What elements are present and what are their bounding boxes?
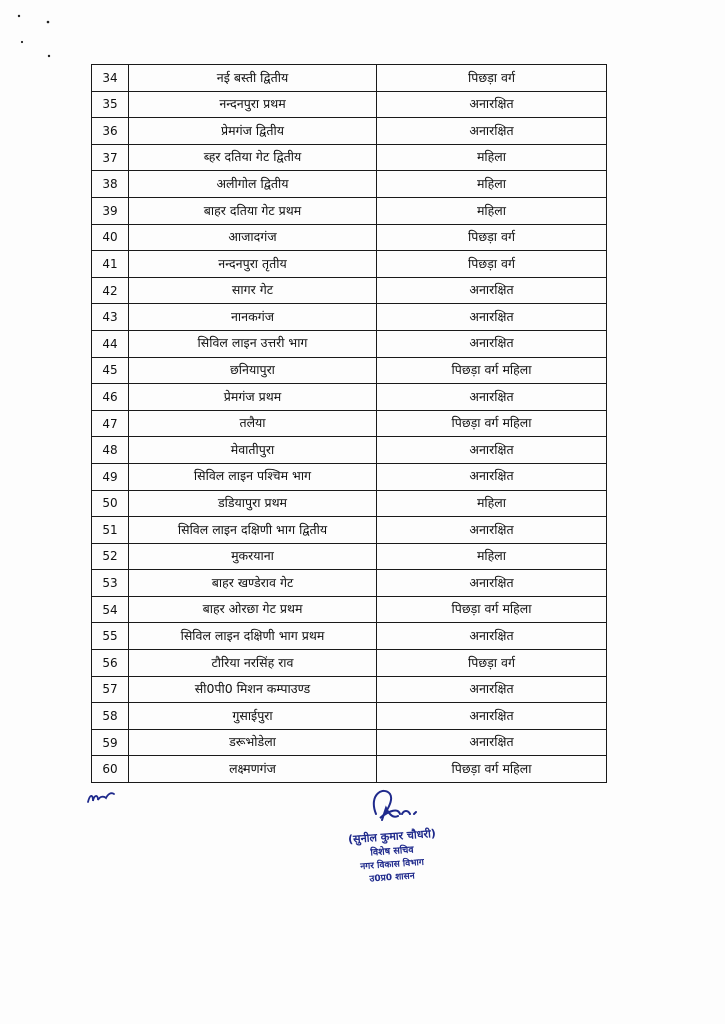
ward-name-cell: नन्दनपुरा प्रथम bbox=[129, 91, 377, 118]
table-row bbox=[92, 437, 607, 464]
reservation-category-cell: अनारक्षित bbox=[377, 570, 607, 597]
table-row bbox=[92, 517, 607, 544]
signatory-designation: विशेष सचिव bbox=[370, 844, 414, 859]
ward-name-cell: नानकगंज bbox=[129, 304, 377, 331]
ward-name-cell: सिविल लाइन पश्चिम भाग bbox=[129, 463, 377, 490]
reservation-category-cell: महिला bbox=[377, 144, 607, 171]
reservation-category-cell: अनारक्षित bbox=[377, 304, 607, 331]
ward-name-cell: तलैया bbox=[129, 410, 377, 437]
ward-number-cell: 45 bbox=[92, 357, 129, 384]
ward-name-cell: गुसाईपुरा bbox=[129, 703, 377, 730]
table-row bbox=[92, 65, 607, 92]
table-row bbox=[92, 384, 607, 411]
ward-name-cell: बाहर ओरछा गेट प्रथम bbox=[129, 596, 377, 623]
table-row bbox=[92, 410, 607, 437]
reservation-category-cell: पिछड़ा वर्ग bbox=[377, 251, 607, 278]
table-row bbox=[92, 650, 607, 677]
table-row bbox=[92, 703, 607, 730]
ward-name-cell: नई बस्ती द्वितीय bbox=[129, 65, 377, 92]
table-row bbox=[92, 357, 607, 384]
table-row bbox=[92, 330, 607, 357]
ward-number-cell: 41 bbox=[92, 251, 129, 278]
ward-number-cell: 50 bbox=[92, 490, 129, 517]
reservation-category-cell: अनारक्षित bbox=[377, 277, 607, 304]
signatory-government: उ0प्र0 शासन bbox=[369, 871, 416, 885]
table-row bbox=[92, 756, 607, 783]
table-row bbox=[92, 91, 607, 118]
ward-number-cell: 57 bbox=[92, 676, 129, 703]
ward-name-cell: बाहर खण्डेराव गेट bbox=[129, 570, 377, 597]
scan-specks bbox=[14, 14, 64, 64]
reservation-category-cell: पिछड़ा वर्ग महिला bbox=[377, 596, 607, 623]
table-row bbox=[92, 224, 607, 251]
ward-number-cell: 53 bbox=[92, 570, 129, 597]
ward-number-cell: 35 bbox=[92, 91, 129, 118]
ward-name-cell: मुकरयाना bbox=[129, 543, 377, 570]
table-body bbox=[92, 65, 607, 783]
reservation-category-cell: अनारक्षित bbox=[377, 517, 607, 544]
table-row bbox=[92, 171, 607, 198]
ward-number-cell: 47 bbox=[92, 410, 129, 437]
table-row bbox=[92, 490, 607, 517]
table-row bbox=[92, 729, 607, 756]
reservation-category-cell: पिछड़ा वर्ग bbox=[377, 65, 607, 92]
table-row bbox=[92, 596, 607, 623]
ward-name-cell: आजादगंज bbox=[129, 224, 377, 251]
ward-name-cell: लक्ष्मणगंज bbox=[129, 756, 377, 783]
reservation-category-cell: पिछड़ा वर्ग महिला bbox=[377, 756, 607, 783]
ward-name-cell: टौरिया नरसिंह राव bbox=[129, 650, 377, 677]
ward-number-cell: 34 bbox=[92, 65, 129, 92]
ward-name-cell: सिविल लाइन दक्षिणी भाग द्वितीय bbox=[129, 517, 377, 544]
reservation-category-cell: पिछड़ा वर्ग bbox=[377, 224, 607, 251]
ward-number-cell: 43 bbox=[92, 304, 129, 331]
ward-number-cell: 49 bbox=[92, 463, 129, 490]
ward-number-cell: 48 bbox=[92, 437, 129, 464]
reservation-category-cell: अनारक्षित bbox=[377, 330, 607, 357]
reservation-category-cell: पिछड़ा वर्ग bbox=[377, 650, 607, 677]
ward-number-cell: 44 bbox=[92, 330, 129, 357]
ward-number-cell: 40 bbox=[92, 224, 129, 251]
ward-number-cell: 36 bbox=[92, 118, 129, 145]
handwritten-initials-icon bbox=[84, 786, 120, 810]
table-row bbox=[92, 623, 607, 650]
ward-number-cell: 38 bbox=[92, 171, 129, 198]
table-row bbox=[92, 676, 607, 703]
reservation-category-cell: अनारक्षित bbox=[377, 623, 607, 650]
ward-name-cell: नन्दनपुरा तृतीय bbox=[129, 251, 377, 278]
reservation-category-cell: अनारक्षित bbox=[377, 118, 607, 145]
table-row bbox=[92, 304, 607, 331]
ward-name-cell: डरूभोडेला bbox=[129, 729, 377, 756]
table-row bbox=[92, 570, 607, 597]
reservation-category-cell: पिछड़ा वर्ग महिला bbox=[377, 357, 607, 384]
reservation-category-cell: अनारक्षित bbox=[377, 676, 607, 703]
ward-number-cell: 54 bbox=[92, 596, 129, 623]
reservation-category-cell: अनारक्षित bbox=[377, 91, 607, 118]
reservation-category-cell: महिला bbox=[377, 171, 607, 198]
ward-number-cell: 58 bbox=[92, 703, 129, 730]
ward-name-cell: बाहर दतिया गेट प्रथम bbox=[129, 197, 377, 224]
signature-stamp bbox=[328, 784, 456, 884]
ward-number-cell: 37 bbox=[92, 144, 129, 171]
table-row bbox=[92, 277, 607, 304]
table-row bbox=[92, 543, 607, 570]
reservation-category-cell: अनारक्षित bbox=[377, 384, 607, 411]
ward-name-cell: छनियापुरा bbox=[129, 357, 377, 384]
ward-name-cell: डडियापुरा प्रथम bbox=[129, 490, 377, 517]
reservation-category-cell: अनारक्षित bbox=[377, 729, 607, 756]
reservation-category-cell: अनारक्षित bbox=[377, 463, 607, 490]
ward-number-cell: 52 bbox=[92, 543, 129, 570]
table-row bbox=[92, 197, 607, 224]
ward-name-cell: सिविल लाइन उत्तरी भाग bbox=[129, 330, 377, 357]
table-row bbox=[92, 144, 607, 171]
ward-number-cell: 59 bbox=[92, 729, 129, 756]
ward-number-cell: 39 bbox=[92, 197, 129, 224]
reservation-category-cell: पिछड़ा वर्ग महिला bbox=[377, 410, 607, 437]
ward-number-cell: 51 bbox=[92, 517, 129, 544]
ward-number-cell: 55 bbox=[92, 623, 129, 650]
signatory-name: (सुनील कुमार चौधरी) bbox=[347, 826, 437, 847]
signatory-department: नगर विकास विभाग bbox=[359, 857, 425, 873]
ward-name-cell: ब्हर दतिया गेट द्वितीय bbox=[129, 144, 377, 171]
ward-number-cell: 42 bbox=[92, 277, 129, 304]
ward-reservation-table bbox=[91, 64, 607, 783]
ward-number-cell: 46 bbox=[92, 384, 129, 411]
ward-name-cell: सागर गेट bbox=[129, 277, 377, 304]
ward-name-cell: मेवातीपुरा bbox=[129, 437, 377, 464]
ward-name-cell: सी0पी0 मिशन कम्पाउण्ड bbox=[129, 676, 377, 703]
table-row bbox=[92, 463, 607, 490]
ward-number-cell: 56 bbox=[92, 650, 129, 677]
table-row bbox=[92, 118, 607, 145]
reservation-category-cell: महिला bbox=[377, 543, 607, 570]
ward-name-cell: प्रेमगंज द्वितीय bbox=[129, 118, 377, 145]
ward-name-cell: अलीगोल द्वितीय bbox=[129, 171, 377, 198]
ward-name-cell: प्रेमगंज प्रथम bbox=[129, 384, 377, 411]
reservation-category-cell: अनारक्षित bbox=[377, 703, 607, 730]
ward-number-cell: 60 bbox=[92, 756, 129, 783]
reservation-category-cell: महिला bbox=[377, 197, 607, 224]
ward-name-cell: सिविल लाइन दक्षिणी भाग प्रथम bbox=[129, 623, 377, 650]
table-row bbox=[92, 251, 607, 278]
reservation-category-cell: अनारक्षित bbox=[377, 437, 607, 464]
reservation-category-cell: महिला bbox=[377, 490, 607, 517]
